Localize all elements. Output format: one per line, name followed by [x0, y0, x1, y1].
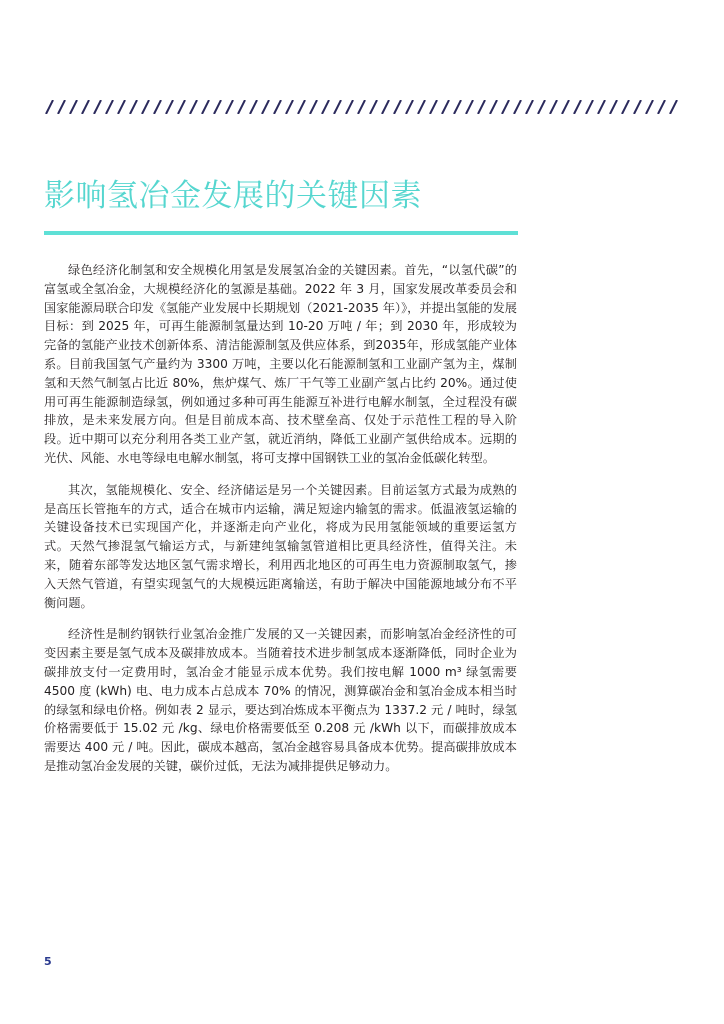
decorative-hatch-band	[44, 100, 678, 114]
paragraph-3: 经济性是制约钢铁行业氢冶金推广发展的又一关键因素，而影响氢冶金经济性的可变因素主要是氢气成本及碳排放成本。当随着技术进步制氢成本逐渐降低，同时企业为碳排放支付一定费用时，氢冶金才能显示成本优势。我们按电解 1000 m³ 绿氢需要 4500 度 (kWh) 电、电力成本占总成本 70% 的情况，测算碳冶金和氢冶金成本相当时的绿氢和绿电价格。例如表 2 显示，要达到冶炼成本平衡点为 1337.2 元 / 吨时，绿氢价格需要低于 15.02 元 /kg、绿电价格需要低至 0.208 元 /kWh 以下，而碳排放成本需要达 400 元 / 吨。因此，碳成本越高，氢冶金越容易具备成本优势。提高碳排放成本是推动氢冶金发展的关键，碳价过低，无法为减排提供足够动力。	[44, 627, 517, 773]
page-number: 5	[44, 955, 52, 968]
paragraph-2: 其次，氢能规模化、安全、经济储运是另一个关键因素。目前运氢方式最为成熟的是高压长管拖车的方式，适合在城市内运输，满足短途内输氢的需求。低温液氢运输的关键设备技术已实现国产化，并逐渐走向产业化，将成为民用氢能领域的重要运氢方式。天然气掺混氢气输运方式，与新建纯氢输氢管道相比更具经济性，值得关注。未来，随着东部等发达地区氢气需求增长，利用西北地区的可再生电力资源制取氢气，掺入天然气管道，有望实现氢气的大规模远距离输送，有助于解决中国能源地域分布不平衡问题。	[44, 482, 517, 610]
section-title: 影响氢冶金发展的关键因素	[44, 178, 422, 214]
paragraph-1: 绿色经济化制氢和安全规模化用氢是发展氢冶金的关键因素。首先，“以氢代碳”的富氢或全氢冶金，大规模经济化的氢源是基础。2022 年 3 月，国家发展改革委员会和国家能源局联合印发《氢能产业发展中长期规划（2021-2035 年）》，并提出氢能的发展目标：到 2025 年，可再生能源制氢量达到 10-20 万吨 / 年；到 2030 年，形成较为完备的氢能产业技术创新体系、清洁能源制氢及供应体系，到2035年，形成氢能产业体系。目前我国氢气产量约为 3300 万吨，主要以化石能源制氢和工业副产氢为主，煤制氢和天然气制氢占比近 80%，焦炉煤气、炼厂干气等工业副产氢占比约 20%。通过使用可再生能源制造绿氢，例如通过多种可再生能源互补进行电解水制氢，全过程没有碳排放，是未来发展方向。但是目前成本高、技术壁垒高、仅处于示范性工程的导入阶段。近中期可以充分利用各类工业产氢，就近消纳，降低工业副产氢供给成本。远期的光伏、风能、水电等绿电电解水制氢，将可支撑中国钢铁工业的氢冶金低碳化转型。	[44, 263, 517, 465]
body-text	[44, 261, 517, 789]
title-underline	[44, 231, 518, 235]
